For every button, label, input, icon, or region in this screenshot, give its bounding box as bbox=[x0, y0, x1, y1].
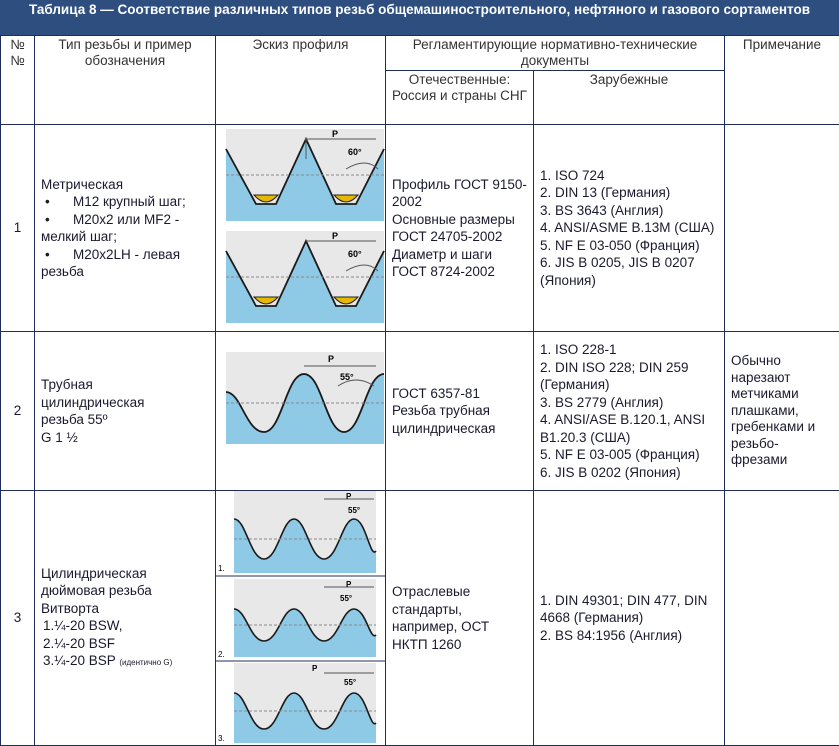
pitch-label: P bbox=[346, 492, 352, 501]
profile-sketch-cell bbox=[216, 491, 386, 746]
thread-type-list bbox=[41, 193, 209, 281]
thread-type-line: дюймовая резьба bbox=[41, 582, 209, 600]
angle-label: 55° bbox=[344, 678, 356, 687]
note-line: гребенками и bbox=[731, 419, 833, 436]
domestic-docs-cell bbox=[386, 491, 534, 746]
pitch-label: P bbox=[346, 580, 352, 589]
profile-sketch-cell bbox=[216, 332, 386, 491]
doc-line: 4. ANSI/ASME B.13M (США) bbox=[540, 219, 718, 237]
list-item: • М20х2LH - левая резьба bbox=[41, 246, 209, 281]
foreign-docs-cell bbox=[534, 332, 725, 491]
doc-line: 5. NF E 03-050 (Франция) bbox=[540, 237, 718, 255]
thread-type-line: Витворта bbox=[41, 600, 209, 618]
doc-line: 3. BS 3643 (Англия) bbox=[540, 202, 718, 220]
pitch-label: P bbox=[332, 231, 338, 241]
row-number: 1 bbox=[1, 125, 35, 332]
note-line: Обычно bbox=[731, 353, 833, 370]
doc-line: 1. ISO 724 bbox=[540, 167, 718, 185]
doc-line: ГОСТ 8724-2002 bbox=[392, 263, 527, 281]
doc-line: НКТП 1260 bbox=[392, 636, 527, 654]
doc-line: Профиль ГОСТ 9150-2002 bbox=[392, 176, 527, 211]
list-item: 2.¼-20 BSF bbox=[41, 635, 209, 653]
sketch-number: 3. bbox=[218, 734, 225, 743]
angle-label: 60° bbox=[348, 147, 362, 157]
doc-line: 6. JIS B 0202 (Япония) bbox=[540, 464, 718, 482]
doc-line: 1. ISO 228-1 bbox=[540, 341, 718, 359]
thread-type-line: Цилиндрическая bbox=[41, 565, 209, 583]
table-row bbox=[1, 491, 839, 746]
note-line: нарезают bbox=[731, 370, 833, 387]
foreign-docs-cell bbox=[534, 125, 725, 332]
thread-type-cell bbox=[35, 125, 216, 332]
doc-line: ГОСТ 6357-81 bbox=[392, 385, 527, 403]
foreign-docs-cell bbox=[534, 491, 725, 746]
doc-line: Диаметр и шаги bbox=[392, 246, 527, 264]
thread-type-line: Трубная bbox=[41, 376, 209, 394]
metric-profile-sketch bbox=[216, 125, 386, 331]
pitch-label: P bbox=[328, 354, 334, 364]
thread-type-cell bbox=[35, 332, 216, 491]
doc-line: 5. NF E 03-005 (Франция) bbox=[540, 446, 718, 464]
list-item: 3.¼-20 BSP (идентично G) bbox=[41, 652, 209, 672]
list-item: • М12 крупный шаг; bbox=[41, 193, 209, 211]
row-number: 2 bbox=[1, 332, 35, 491]
angle-label: 55° bbox=[340, 372, 354, 382]
doc-line: цилиндрическая bbox=[392, 420, 527, 438]
note-line: метчиками bbox=[731, 386, 833, 403]
table-row bbox=[1, 332, 839, 491]
whitworth-profile-sketch bbox=[216, 491, 386, 745]
note-cell bbox=[725, 332, 839, 491]
doc-line: 2. DIN 13 (Германия) bbox=[540, 184, 718, 202]
list-item: 1.¼-20 BSW, bbox=[41, 617, 209, 635]
doc-line: 2. BS 84:1956 (Англия) bbox=[540, 627, 718, 645]
doc-line: Отраслевые bbox=[392, 583, 527, 601]
identical-note: (идентично G) bbox=[119, 658, 172, 667]
note-cell bbox=[725, 491, 839, 746]
pipe-profile-sketch bbox=[216, 332, 386, 490]
profile-sketch-cell bbox=[216, 125, 386, 332]
thread-table bbox=[0, 35, 839, 746]
header-type: Тип резьбы и пример обозначения bbox=[35, 36, 216, 125]
sketch-number: 2. bbox=[218, 650, 225, 659]
header-domestic: Отечественные: Россия и страны СНГ bbox=[386, 71, 534, 125]
doc-line: 3. BS 2779 (Англия) bbox=[540, 394, 718, 412]
header-docs: Регламентирующие нормативно-технические документы bbox=[386, 36, 725, 71]
doc-line: Основные размеры bbox=[392, 211, 527, 229]
thread-type-line: резьба 55º bbox=[41, 411, 209, 429]
header-num: № № bbox=[1, 36, 35, 125]
sketch-number: 1. bbox=[218, 564, 225, 573]
header-foreign: Зарубежные bbox=[534, 71, 725, 125]
thread-type-cell bbox=[35, 491, 216, 746]
angle-label: 60° bbox=[348, 249, 362, 259]
doc-line: ГОСТ 24705-2002 bbox=[392, 228, 527, 246]
thread-type-line: G 1 ½ bbox=[41, 429, 209, 447]
note-line: плашками, bbox=[731, 403, 833, 420]
thread-type-title: Метрическая bbox=[41, 176, 209, 194]
row-number: 3 bbox=[1, 491, 35, 746]
doc-line: 1. DIN 49301; DIN 477, DIN 4668 (Германия) bbox=[540, 592, 718, 627]
doc-line: например, ОСТ bbox=[392, 618, 527, 636]
list-item: • М20х2 или MF2 - мелкий шаг; bbox=[41, 211, 209, 246]
note-line: резьбо- bbox=[731, 436, 833, 453]
header-sketch: Эскиз профиля bbox=[216, 36, 386, 125]
angle-label: 55° bbox=[340, 594, 352, 603]
pitch-label: P bbox=[332, 129, 338, 139]
domestic-docs-cell bbox=[386, 332, 534, 491]
doc-line: стандарты, bbox=[392, 601, 527, 619]
pitch-label: P bbox=[312, 664, 318, 673]
header-note: Примечание bbox=[725, 36, 839, 125]
doc-line: Резьба трубная bbox=[392, 402, 527, 420]
table-row bbox=[1, 125, 839, 332]
doc-line: 2. DIN ISO 228; DIN 259 (Германия) bbox=[540, 359, 718, 394]
doc-line: 4. ANSI/ASE B.120.1, ANSI B1.20.3 (США) bbox=[540, 411, 718, 446]
domestic-docs-cell bbox=[386, 125, 534, 332]
note-cell bbox=[725, 125, 839, 332]
angle-label: 55° bbox=[348, 506, 360, 515]
note-line: фрезами bbox=[731, 452, 833, 469]
doc-line: 6. JIS B 0205, JIS B 0207 (Япония) bbox=[540, 254, 718, 289]
thread-type-line: цилиндрическая bbox=[41, 394, 209, 412]
table-title: Таблица 8 — Соответствие различных типов резьб общемашиностроительного, нефтяного и газового сортаментов bbox=[0, 0, 839, 35]
